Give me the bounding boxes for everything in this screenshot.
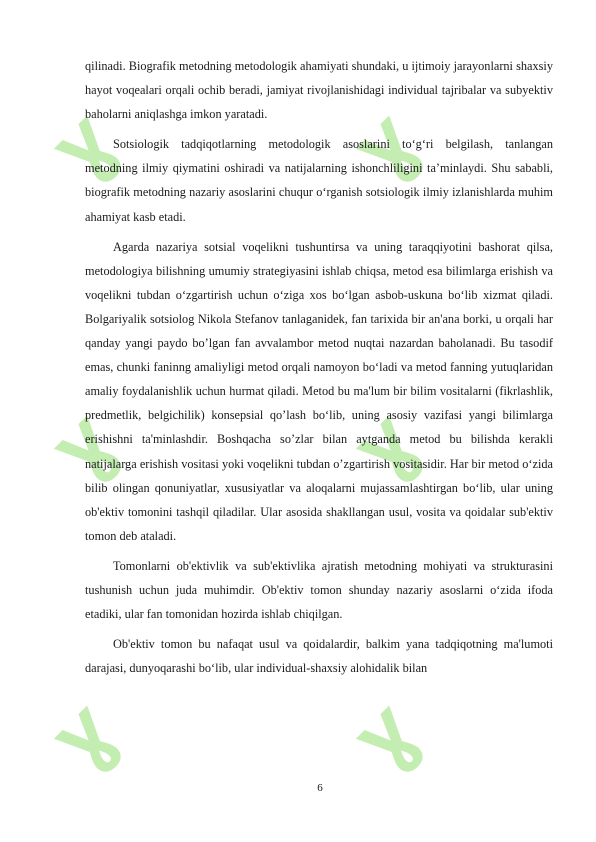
document-body bbox=[85, 54, 553, 686]
paragraph-1: qilinadi. Biografik metodning metodologik ahamiyati shundaki, u ijtimoiy jarayonlarni shaxsiy hayot voqealari orqali ochib beradi, jamiyat rivojlanishidagi individual tajribalar va subyektiv baholarni aniqlashga imkon yaratadi. bbox=[85, 59, 553, 122]
watermark-icon: ɣ bbox=[333, 91, 437, 195]
watermark-icon: ɣ bbox=[333, 681, 437, 785]
paragraph-4: Tomonlarni ob'ektivlik va sub'ektivlika ajratish metodning mohiyati va strukturasini tushunish uchun juda muhimdir. Ob'ektiv tomon shunday nazariy asoslarni o‘zida ifoda etadiki, ular fan tomonidan hozirda ishlab chiqilgan. bbox=[85, 558, 553, 622]
watermark-icon: ɣ bbox=[31, 681, 135, 785]
watermark-icon: ɣ bbox=[31, 91, 135, 195]
watermark-icon: ɣ bbox=[333, 391, 437, 495]
watermark-icon: ɣ bbox=[31, 391, 135, 495]
page-number: 6 bbox=[317, 782, 323, 794]
paragraph-3: Agarda nazariya sotsial voqelikni tushuntirsa va uning taraqqiyotini bashorat qilsa, metodologiya bilishning umumiy strategiyasini ishlab chiqsa, metod esa bilimlarga erishish va voqelikni tubdan o‘zgartirish uchun o‘ziga xos bo‘lgan asbob-uskuna bo‘lib xizmat qiladi. Bolgariyalik sotsiolog Nikola Stefanov tanlaganidek, fan tarixida bir an'ana borki, u orqali har qanday yangi paydo bo’lgan fan avvalambor metod nuqtai nazardan baholanadi. Bu tasodif emas, chunki faninng amaliyligi metod orqali namoyon bo‘ladi va metod fanning yutuqlaridan amaliy foydalanishlik uchun hurmat qiladi. Metod bu ma'lum bir bilim vositalarni (fikrlashlik, predmetlik, belgichilik) konsepsial qo’lash bo‘lib, uning asosiy vazifasi yangi bilimlarga erishishni ta'minlashdir. Boshqacha so’zlar bilan aytganda metod bu bilishda kerakli natijalarga erishish vositasi yoki voqelikni tubdan o’zgartirish vositasidir. Har bir metod o‘zida bilib olingan qonuniyatlar, xususiyatlar va aloqalarni mujassamlashtirgan bo‘lib, ular uning ob'ektiv tomonini tashqil qiladilar. Ular asosida shakllangan usul, vosita va qoidalar sub'ektiv tomon deb ataladi. bbox=[85, 239, 553, 543]
paragraph-2: Sotsiologik tadqiqotlarning metodologik asoslarini to‘g‘ri belgilash, tanlangan metodning ilmiy qiymatini oshiradi va natijalarning ishonchliligini ta’minlaydi. Shu sababli, biografik metodning nazariy asoslarini chuqur o‘rganish sotsiologik ilmiy izlanishlarda muhim ahamiyat kasb etadi. bbox=[85, 137, 553, 224]
paragraph-5: Ob'ektiv tomon bu nafaqat usul va qoidalardir, balkim yana tadqiqotning ma'lumoti darajasi, dunyoqarashi bo‘lib, ular individual-shaxsiy alohidalik bilan bbox=[85, 637, 553, 676]
